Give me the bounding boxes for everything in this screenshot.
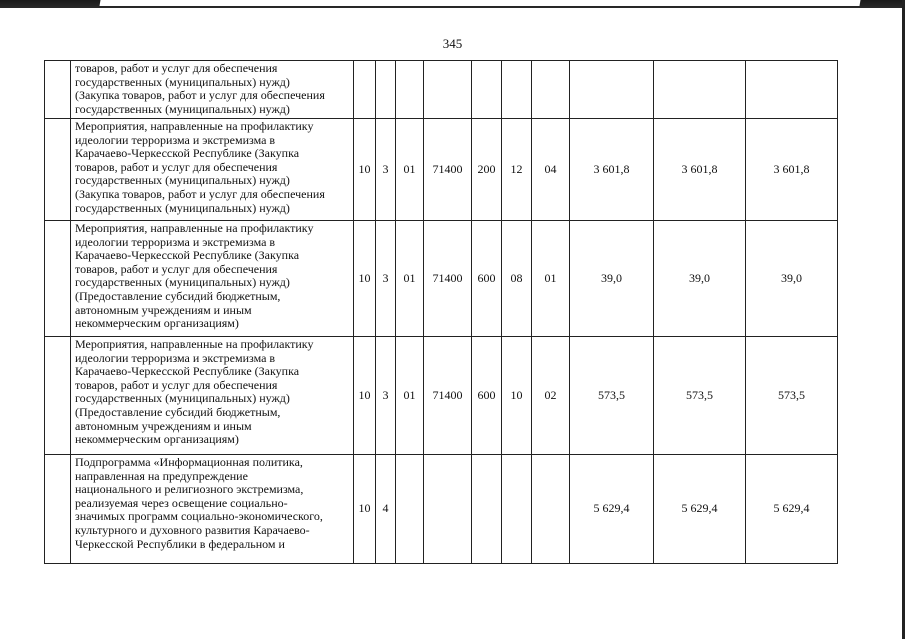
- code-cell: [376, 61, 396, 119]
- budget-table: [44, 60, 838, 564]
- amount-cell: 3 601,8: [654, 119, 746, 221]
- amount-cell: 39,0: [570, 221, 654, 337]
- code-cell: 200: [472, 119, 502, 221]
- code-cell: [532, 455, 570, 564]
- code-cell: [396, 61, 424, 119]
- amount-cell: [570, 61, 654, 119]
- table-row: [45, 455, 838, 564]
- row-description: Мероприятия, направленные на профилактику идеологии терроризма и экстремизма в Карачаево-Черкесской Республике (Закупка товаров, работ и услуг для обеспечения государственных (муниципальных) нужд) (Предоставление субсидий бюджетным, автономным учреждениям и иным некоммерческим организациям): [71, 337, 354, 455]
- table-row: [45, 119, 838, 221]
- code-cell: [396, 455, 424, 564]
- code-cell: 10: [354, 337, 376, 455]
- amount-cell: 5 629,4: [570, 455, 654, 564]
- amount-cell: 39,0: [654, 221, 746, 337]
- amount-cell: 573,5: [570, 337, 654, 455]
- code-cell: [502, 455, 532, 564]
- code-cell: 10: [354, 221, 376, 337]
- amount-cell: 5 629,4: [654, 455, 746, 564]
- code-cell: 3: [376, 337, 396, 455]
- amount-cell: 5 629,4: [746, 455, 838, 564]
- amount-cell: [746, 61, 838, 119]
- amount-cell: 573,5: [746, 337, 838, 455]
- code-cell: 600: [472, 221, 502, 337]
- code-cell: 01: [396, 221, 424, 337]
- code-cell: 600: [472, 337, 502, 455]
- code-cell: 10: [354, 455, 376, 564]
- amount-cell: 39,0: [746, 221, 838, 337]
- code-cell: 12: [502, 119, 532, 221]
- page-number: 345: [442, 36, 463, 51]
- amount-cell: 573,5: [654, 337, 746, 455]
- row-index-cell: [45, 61, 71, 119]
- code-cell: 08: [502, 221, 532, 337]
- code-cell: [424, 61, 472, 119]
- code-cell: 4: [376, 455, 396, 564]
- code-cell: [502, 61, 532, 119]
- row-description: Мероприятия, направленные на профилактику идеологии терроризма и экстремизма в Карачаево-Черкесской Республике (Закупка товаров, работ и услуг для обеспечения государственных (муниципальных) нужд) (Предоставление субсидий бюджетным, автономным учреждениям и иным некоммерческим организациям): [71, 221, 354, 337]
- code-cell: 10: [502, 337, 532, 455]
- amount-cell: 3 601,8: [746, 119, 838, 221]
- row-description: Подпрограмма «Информационная политика, направленная на предупреждение национального и религиозного экстремизма, реализуемая через освещение социально- значимых программ социально-экономического, культурного и духовного развития Карачаево- Черкесской Республики в федеральном и: [71, 455, 354, 564]
- amount-cell: 3 601,8: [570, 119, 654, 221]
- row-index-cell: [45, 221, 71, 337]
- row-index-cell: [45, 337, 71, 455]
- code-cell: [472, 455, 502, 564]
- code-cell: 01: [396, 119, 424, 221]
- amount-cell: [654, 61, 746, 119]
- code-cell: [532, 61, 570, 119]
- code-cell: 10: [354, 119, 376, 221]
- code-cell: 01: [532, 221, 570, 337]
- code-cell: 3: [376, 119, 396, 221]
- code-cell: [354, 61, 376, 119]
- code-cell: 04: [532, 119, 570, 221]
- code-cell: [472, 61, 502, 119]
- code-cell: 71400: [424, 337, 472, 455]
- row-description: товаров, работ и услуг для обеспечения государственных (муниципальных) нужд) (Закупка товаров, работ и услуг для обеспечения государственных (муниципальных) нужд): [71, 61, 354, 119]
- table-row: [45, 337, 838, 455]
- row-index-cell: [45, 119, 71, 221]
- table-row: [45, 61, 838, 119]
- code-cell: 71400: [424, 119, 472, 221]
- code-cell: 01: [396, 337, 424, 455]
- code-cell: 3: [376, 221, 396, 337]
- code-cell: 71400: [424, 221, 472, 337]
- scan-edge-mask: [99, 0, 860, 6]
- row-index-cell: [45, 455, 71, 564]
- code-cell: [424, 455, 472, 564]
- code-cell: 02: [532, 337, 570, 455]
- table-row: [45, 221, 838, 337]
- row-description: Мероприятия, направленные на профилактику идеологии терроризма и экстремизма в Карачаево-Черкесской Республике (Закупка товаров, работ и услуг для обеспечения государственных (муниципальных) нужд) (Закупка товаров, работ и услуг для обеспечения государственных (муниципальных) нужд): [71, 119, 354, 221]
